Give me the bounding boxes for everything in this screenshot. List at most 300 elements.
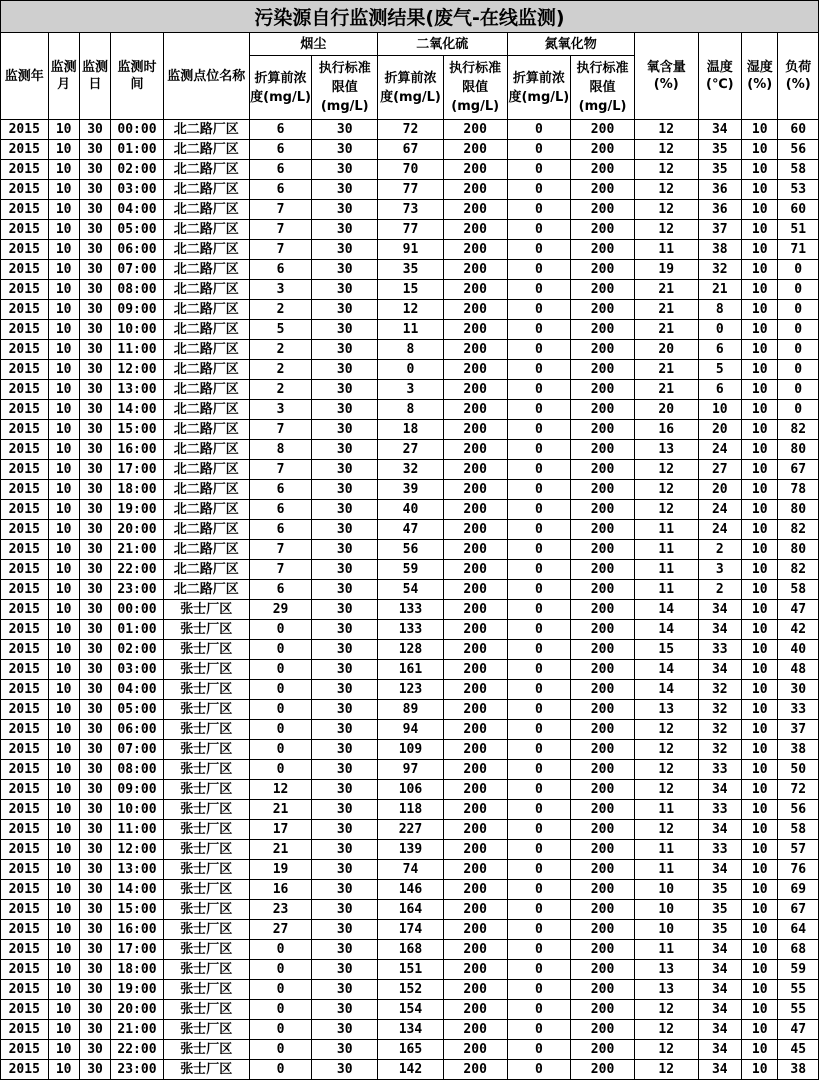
cell-time: 18:00 [111,480,164,500]
cell-temperature: 34 [698,1060,741,1080]
cell-location: 北二路厂区 [163,200,249,220]
cell-so2-conc: 12 [378,300,444,320]
cell-temperature: 32 [698,740,741,760]
cell-so2-conc: 94 [378,720,444,740]
cell-year: 2015 [1,680,49,700]
cell-time: 00:00 [111,120,164,140]
cell-nox-limit: 200 [571,240,635,260]
cell-temperature: 34 [698,940,741,960]
cell-month: 10 [48,360,79,380]
cell-oxygen: 12 [634,1000,698,1020]
cell-oxygen: 12 [634,140,698,160]
header-nox-conc: 折算前浓度(mg/L) [507,56,571,120]
cell-time: 04:00 [111,680,164,700]
cell-year: 2015 [1,120,49,140]
cell-day: 30 [79,580,110,600]
cell-nox-conc: 0 [507,500,571,520]
cell-time: 08:00 [111,760,164,780]
cell-oxygen: 13 [634,980,698,1000]
cell-location: 北二路厂区 [163,400,249,420]
cell-so2-limit: 200 [443,780,507,800]
cell-so2-conc: 18 [378,420,444,440]
cell-humidity: 10 [742,380,778,400]
cell-location: 张士厂区 [163,760,249,780]
cell-temperature: 37 [698,220,741,240]
cell-nox-limit: 200 [571,1040,635,1060]
cell-location: 北二路厂区 [163,520,249,540]
cell-nox-conc: 0 [507,400,571,420]
cell-nox-conc: 0 [507,280,571,300]
cell-location: 北二路厂区 [163,300,249,320]
table-row [1,420,819,440]
cell-dust-conc: 6 [249,140,312,160]
cell-dust-conc: 0 [249,940,312,960]
cell-month: 10 [48,200,79,220]
cell-so2-limit: 200 [443,220,507,240]
cell-year: 2015 [1,720,49,740]
cell-so2-conc: 77 [378,180,444,200]
cell-day: 30 [79,1040,110,1060]
cell-oxygen: 14 [634,600,698,620]
cell-dust-conc: 21 [249,800,312,820]
table-row [1,740,819,760]
cell-location: 北二路厂区 [163,580,249,600]
cell-year: 2015 [1,580,49,600]
cell-so2-conc: 8 [378,400,444,420]
cell-so2-limit: 200 [443,620,507,640]
cell-nox-limit: 200 [571,640,635,660]
cell-so2-conc: 139 [378,840,444,860]
cell-so2-limit: 200 [443,440,507,460]
cell-location: 北二路厂区 [163,540,249,560]
cell-nox-limit: 200 [571,560,635,580]
cell-nox-limit: 200 [571,220,635,240]
cell-day: 30 [79,540,110,560]
cell-nox-conc: 0 [507,880,571,900]
cell-dust-conc: 7 [249,460,312,480]
cell-time: 09:00 [111,780,164,800]
cell-nox-limit: 200 [571,440,635,460]
table-row [1,140,819,160]
cell-humidity: 10 [742,560,778,580]
cell-day: 30 [79,520,110,540]
cell-humidity: 10 [742,880,778,900]
table-row [1,820,819,840]
cell-so2-limit: 200 [443,280,507,300]
cell-dust-limit: 30 [312,320,378,340]
header-so2-limit: 执行标准限值(mg/L) [443,56,507,120]
cell-load: 47 [778,600,819,620]
cell-day: 30 [79,660,110,680]
cell-temperature: 5 [698,360,741,380]
cell-oxygen: 12 [634,460,698,480]
cell-time: 19:00 [111,500,164,520]
cell-dust-conc: 7 [249,560,312,580]
cell-dust-limit: 30 [312,1020,378,1040]
cell-time: 16:00 [111,920,164,940]
cell-humidity: 10 [742,160,778,180]
header-group-nox: 氮氧化物 [507,33,634,56]
cell-temperature: 0 [698,320,741,340]
table-row [1,380,819,400]
cell-nox-conc: 0 [507,560,571,580]
cell-time: 04:00 [111,200,164,220]
cell-temperature: 34 [698,1020,741,1040]
cell-day: 30 [79,880,110,900]
cell-nox-limit: 200 [571,540,635,560]
cell-time: 11:00 [111,820,164,840]
cell-location: 张士厂区 [163,620,249,640]
cell-dust-limit: 30 [312,1040,378,1060]
cell-temperature: 2 [698,580,741,600]
cell-day: 30 [79,160,110,180]
cell-oxygen: 12 [634,120,698,140]
cell-nox-conc: 0 [507,600,571,620]
cell-year: 2015 [1,840,49,860]
cell-year: 2015 [1,480,49,500]
cell-dust-conc: 21 [249,840,312,860]
cell-dust-limit: 30 [312,340,378,360]
cell-humidity: 10 [742,740,778,760]
cell-load: 82 [778,560,819,580]
cell-month: 10 [48,620,79,640]
cell-dust-limit: 30 [312,820,378,840]
cell-day: 30 [79,920,110,940]
cell-year: 2015 [1,660,49,680]
table-row [1,960,819,980]
cell-so2-conc: 106 [378,780,444,800]
cell-temperature: 6 [698,380,741,400]
cell-time: 12:00 [111,840,164,860]
cell-time: 05:00 [111,700,164,720]
cell-month: 10 [48,800,79,820]
cell-dust-limit: 30 [312,980,378,1000]
table-row [1,240,819,260]
cell-dust-conc: 0 [249,1040,312,1060]
cell-dust-conc: 6 [249,520,312,540]
cell-temperature: 33 [698,760,741,780]
cell-oxygen: 12 [634,760,698,780]
cell-day: 30 [79,860,110,880]
cell-location: 北二路厂区 [163,280,249,300]
cell-nox-conc: 0 [507,940,571,960]
cell-oxygen: 12 [634,1040,698,1060]
cell-year: 2015 [1,300,49,320]
cell-temperature: 33 [698,640,741,660]
cell-time: 23:00 [111,580,164,600]
cell-nox-limit: 200 [571,780,635,800]
cell-humidity: 10 [742,580,778,600]
table-row [1,580,819,600]
cell-so2-conc: 161 [378,660,444,680]
cell-nox-limit: 200 [571,680,635,700]
cell-time: 13:00 [111,860,164,880]
cell-dust-conc: 2 [249,340,312,360]
cell-day: 30 [79,200,110,220]
cell-load: 37 [778,720,819,740]
cell-load: 56 [778,140,819,160]
cell-so2-limit: 200 [443,600,507,620]
cell-location: 张士厂区 [163,880,249,900]
cell-location: 北二路厂区 [163,180,249,200]
cell-so2-conc: 56 [378,540,444,560]
cell-so2-conc: 73 [378,200,444,220]
cell-nox-limit: 200 [571,820,635,840]
cell-humidity: 10 [742,700,778,720]
cell-temperature: 35 [698,880,741,900]
cell-oxygen: 15 [634,640,698,660]
cell-dust-limit: 30 [312,920,378,940]
cell-day: 30 [79,440,110,460]
cell-nox-limit: 200 [571,380,635,400]
cell-year: 2015 [1,1060,49,1080]
cell-humidity: 10 [742,240,778,260]
cell-so2-conc: 35 [378,260,444,280]
cell-nox-conc: 0 [507,380,571,400]
cell-time: 13:00 [111,380,164,400]
cell-nox-limit: 200 [571,900,635,920]
cell-temperature: 34 [698,120,741,140]
cell-so2-conc: 0 [378,360,444,380]
cell-dust-conc: 0 [249,620,312,640]
cell-dust-conc: 0 [249,720,312,740]
table-row [1,360,819,380]
cell-so2-limit: 200 [443,160,507,180]
cell-load: 58 [778,580,819,600]
cell-humidity: 10 [742,200,778,220]
cell-dust-conc: 7 [249,420,312,440]
cell-temperature: 36 [698,200,741,220]
table-row [1,620,819,640]
cell-dust-limit: 30 [312,460,378,480]
cell-dust-limit: 30 [312,740,378,760]
cell-so2-conc: 70 [378,160,444,180]
cell-dust-conc: 12 [249,780,312,800]
cell-humidity: 10 [742,420,778,440]
cell-oxygen: 11 [634,580,698,600]
table-row [1,500,819,520]
cell-month: 10 [48,820,79,840]
cell-load: 67 [778,900,819,920]
cell-load: 59 [778,960,819,980]
cell-temperature: 33 [698,800,741,820]
cell-nox-limit: 200 [571,260,635,280]
cell-humidity: 10 [742,120,778,140]
cell-humidity: 10 [742,500,778,520]
cell-time: 07:00 [111,260,164,280]
cell-year: 2015 [1,600,49,620]
cell-dust-conc: 0 [249,980,312,1000]
cell-temperature: 34 [698,960,741,980]
cell-month: 10 [48,600,79,620]
cell-nox-conc: 0 [507,180,571,200]
cell-nox-limit: 200 [571,300,635,320]
cell-dust-conc: 29 [249,600,312,620]
cell-so2-conc: 27 [378,440,444,460]
cell-nox-limit: 200 [571,340,635,360]
cell-location: 北二路厂区 [163,120,249,140]
cell-temperature: 35 [698,160,741,180]
header-dust-conc: 折算前浓度(mg/L) [249,56,312,120]
table-row [1,1020,819,1040]
cell-dust-conc: 7 [249,240,312,260]
cell-humidity: 10 [742,300,778,320]
cell-nox-limit: 200 [571,460,635,480]
cell-day: 30 [79,420,110,440]
cell-day: 30 [79,1000,110,1020]
cell-so2-conc: 174 [378,920,444,940]
cell-nox-limit: 200 [571,860,635,880]
cell-day: 30 [79,220,110,240]
cell-so2-conc: 109 [378,740,444,760]
table-row [1,200,819,220]
cell-temperature: 35 [698,920,741,940]
table-row [1,160,819,180]
cell-so2-conc: 47 [378,520,444,540]
table-row [1,720,819,740]
cell-location: 北二路厂区 [163,560,249,580]
cell-day: 30 [79,140,110,160]
table-row [1,520,819,540]
cell-time: 10:00 [111,800,164,820]
cell-temperature: 36 [698,180,741,200]
cell-nox-limit: 200 [571,420,635,440]
cell-nox-limit: 200 [571,920,635,940]
cell-temperature: 38 [698,240,741,260]
cell-so2-limit: 200 [443,660,507,680]
cell-temperature: 34 [698,780,741,800]
cell-so2-limit: 200 [443,680,507,700]
cell-nox-conc: 0 [507,1040,571,1060]
cell-dust-limit: 30 [312,660,378,680]
cell-so2-limit: 200 [443,580,507,600]
cell-oxygen: 12 [634,720,698,740]
header-day: 监测日 [79,33,110,120]
cell-location: 张士厂区 [163,640,249,660]
cell-load: 45 [778,1040,819,1060]
cell-location: 张士厂区 [163,740,249,760]
cell-temperature: 32 [698,680,741,700]
cell-so2-limit: 200 [443,300,507,320]
table-row [1,1000,819,1020]
cell-day: 30 [79,360,110,380]
cell-dust-conc: 0 [249,1060,312,1080]
cell-so2-limit: 200 [443,500,507,520]
cell-year: 2015 [1,420,49,440]
cell-temperature: 33 [698,840,741,860]
cell-time: 17:00 [111,460,164,480]
cell-day: 30 [79,320,110,340]
cell-temperature: 34 [698,1000,741,1020]
cell-oxygen: 11 [634,520,698,540]
cell-day: 30 [79,760,110,780]
cell-dust-limit: 30 [312,620,378,640]
cell-humidity: 10 [742,320,778,340]
cell-dust-limit: 30 [312,1000,378,1020]
cell-humidity: 10 [742,220,778,240]
cell-day: 30 [79,260,110,280]
cell-so2-limit: 200 [443,860,507,880]
cell-month: 10 [48,180,79,200]
cell-humidity: 10 [742,600,778,620]
cell-month: 10 [48,880,79,900]
cell-time: 06:00 [111,240,164,260]
cell-dust-conc: 16 [249,880,312,900]
cell-humidity: 10 [742,280,778,300]
cell-oxygen: 21 [634,300,698,320]
cell-year: 2015 [1,780,49,800]
cell-so2-conc: 142 [378,1060,444,1080]
cell-so2-limit: 200 [443,640,507,660]
cell-nox-limit: 200 [571,740,635,760]
cell-load: 38 [778,740,819,760]
cell-humidity: 10 [742,920,778,940]
cell-humidity: 10 [742,140,778,160]
cell-year: 2015 [1,520,49,540]
cell-nox-limit: 200 [571,120,635,140]
cell-time: 12:00 [111,360,164,380]
table-row [1,980,819,1000]
cell-location: 北二路厂区 [163,460,249,480]
cell-dust-conc: 27 [249,920,312,940]
cell-day: 30 [79,600,110,620]
cell-oxygen: 19 [634,260,698,280]
cell-humidity: 10 [742,840,778,860]
cell-day: 30 [79,720,110,740]
cell-humidity: 10 [742,520,778,540]
cell-humidity: 10 [742,940,778,960]
cell-dust-conc: 23 [249,900,312,920]
cell-year: 2015 [1,880,49,900]
cell-dust-conc: 8 [249,440,312,460]
table-row [1,560,819,580]
cell-dust-limit: 30 [312,180,378,200]
cell-nox-conc: 0 [507,800,571,820]
cell-temperature: 34 [698,660,741,680]
cell-nox-conc: 0 [507,1000,571,1020]
header-dust-limit: 执行标准限值(mg/L) [312,56,378,120]
cell-location: 张士厂区 [163,600,249,620]
cell-so2-conc: 133 [378,600,444,620]
cell-month: 10 [48,280,79,300]
cell-month: 10 [48,900,79,920]
cell-nox-limit: 200 [571,840,635,860]
cell-location: 北二路厂区 [163,140,249,160]
header-time: 监测时间 [111,33,164,120]
cell-day: 30 [79,380,110,400]
cell-nox-conc: 0 [507,1020,571,1040]
cell-year: 2015 [1,1040,49,1060]
cell-nox-conc: 0 [507,480,571,500]
cell-nox-limit: 200 [571,760,635,780]
cell-so2-limit: 200 [443,240,507,260]
cell-dust-limit: 30 [312,780,378,800]
cell-month: 10 [48,720,79,740]
cell-year: 2015 [1,140,49,160]
cell-oxygen: 12 [634,820,698,840]
cell-dust-limit: 30 [312,760,378,780]
cell-dust-conc: 0 [249,960,312,980]
cell-nox-conc: 0 [507,300,571,320]
table-row [1,760,819,780]
cell-nox-conc: 0 [507,860,571,880]
cell-location: 北二路厂区 [163,220,249,240]
cell-location: 张士厂区 [163,780,249,800]
cell-time: 22:00 [111,1040,164,1060]
cell-dust-limit: 30 [312,240,378,260]
cell-nox-conc: 0 [507,580,571,600]
cell-temperature: 34 [698,1040,741,1060]
